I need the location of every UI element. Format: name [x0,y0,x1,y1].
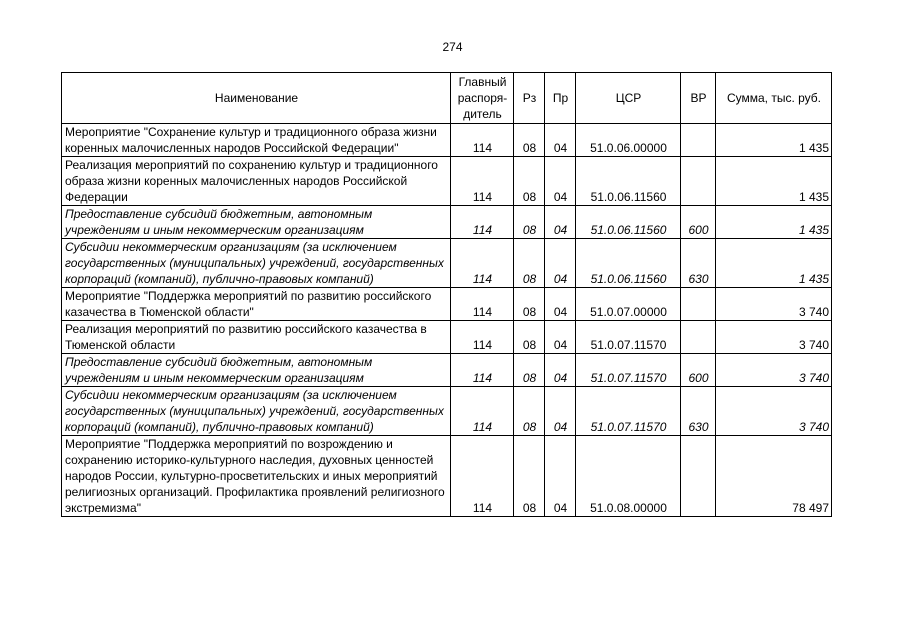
cell-csr: 51.0.08.00000 [576,436,681,517]
cell-sum: 1 435 [716,157,832,206]
cell-csr: 51.0.06.11560 [576,157,681,206]
cell-vr: 630 [681,387,716,436]
cell-glav: 114 [451,354,514,387]
header-pr: Пр [545,73,576,124]
cell-vr [681,321,716,354]
cell-sum: 3 740 [716,354,832,387]
table-row [62,124,832,157]
cell-name: Мероприятие "Поддержка мероприятий по развитию российского казачества в Тюменской области" [62,288,451,321]
cell-glav: 114 [451,321,514,354]
cell-csr: 51.0.06.11560 [576,239,681,288]
cell-sum: 3 740 [716,387,832,436]
table-row [62,321,832,354]
cell-glav: 114 [451,387,514,436]
cell-csr: 51.0.06.00000 [576,124,681,157]
table-header-row [62,73,832,124]
cell-rz: 08 [514,239,545,288]
cell-pr: 04 [545,124,576,157]
cell-csr: 51.0.07.00000 [576,288,681,321]
cell-name: Субсидии некоммерческим организациям (за исключением государственных (муниципальных) учреждений, государственных корпораций (компаний), публично-правовых компаний) [62,239,451,288]
header-sum: Сумма, тыс. руб. [716,73,832,124]
cell-rz: 08 [514,321,545,354]
cell-name: Субсидии некоммерческим организациям (за исключением государственных (муниципальных) учреждений, государственных корпораций (компаний), публично-правовых компаний) [62,387,451,436]
cell-rz: 08 [514,206,545,239]
cell-csr: 51.0.07.11570 [576,321,681,354]
cell-sum: 1 435 [716,206,832,239]
cell-vr: 630 [681,239,716,288]
cell-pr: 04 [545,354,576,387]
cell-pr: 04 [545,288,576,321]
cell-vr [681,124,716,157]
cell-name: Предоставление субсидий бюджетным, автономным учреждениям и иным некоммерческим организациям [62,206,451,239]
cell-vr [681,436,716,517]
table-row [62,288,832,321]
cell-glav: 114 [451,436,514,517]
cell-glav: 114 [451,206,514,239]
cell-rz: 08 [514,288,545,321]
cell-pr: 04 [545,387,576,436]
table-row [62,436,832,517]
cell-glav: 114 [451,239,514,288]
header-vr: ВР [681,73,716,124]
table-row [62,206,832,239]
table-row [62,157,832,206]
cell-csr: 51.0.07.11570 [576,354,681,387]
cell-name: Реализация мероприятий по сохранению культур и традиционного образа жизни коренных малочисленных народов Российской Федерации [62,157,451,206]
table-row [62,354,832,387]
cell-csr: 51.0.06.11560 [576,206,681,239]
cell-sum: 3 740 [716,321,832,354]
cell-rz: 08 [514,124,545,157]
cell-glav: 114 [451,157,514,206]
budget-table [61,72,832,517]
cell-vr [681,157,716,206]
cell-sum: 78 497 [716,436,832,517]
cell-rz: 08 [514,157,545,206]
cell-csr: 51.0.07.11570 [576,387,681,436]
cell-name: Мероприятие "Поддержка мероприятий по возрождению и сохранению историко-культурного наследия, духовных ценностей народов России, культурно-просветительских и иных мероприятий религиозных организаций. Профилактика проявлений религиозного экстремизма" [62,436,451,517]
page-number: 274 [442,40,463,54]
cell-name: Предоставление субсидий бюджетным, автономным учреждениям и иным некоммерческим организациям [62,354,451,387]
cell-pr: 04 [545,157,576,206]
cell-glav: 114 [451,124,514,157]
header-rz: Рз [514,73,545,124]
cell-pr: 04 [545,206,576,239]
cell-sum: 3 740 [716,288,832,321]
cell-vr: 600 [681,206,716,239]
cell-name: Реализация мероприятий по развитию российского казачества в Тюменской области [62,321,451,354]
cell-pr: 04 [545,321,576,354]
cell-vr [681,288,716,321]
header-name: Наименование [62,73,451,124]
cell-sum: 1 435 [716,239,832,288]
cell-rz: 08 [514,354,545,387]
cell-vr: 600 [681,354,716,387]
header-glav: Главный распоря-дитель [451,73,514,124]
cell-rz: 08 [514,387,545,436]
header-csr: ЦСР [576,73,681,124]
table-row [62,239,832,288]
cell-sum: 1 435 [716,124,832,157]
cell-glav: 114 [451,288,514,321]
cell-rz: 08 [514,436,545,517]
cell-pr: 04 [545,436,576,517]
cell-name: Мероприятие "Сохранение культур и традиционного образа жизни коренных малочисленных народов Российской Федерации" [62,124,451,157]
cell-pr: 04 [545,239,576,288]
table-row [62,387,832,436]
